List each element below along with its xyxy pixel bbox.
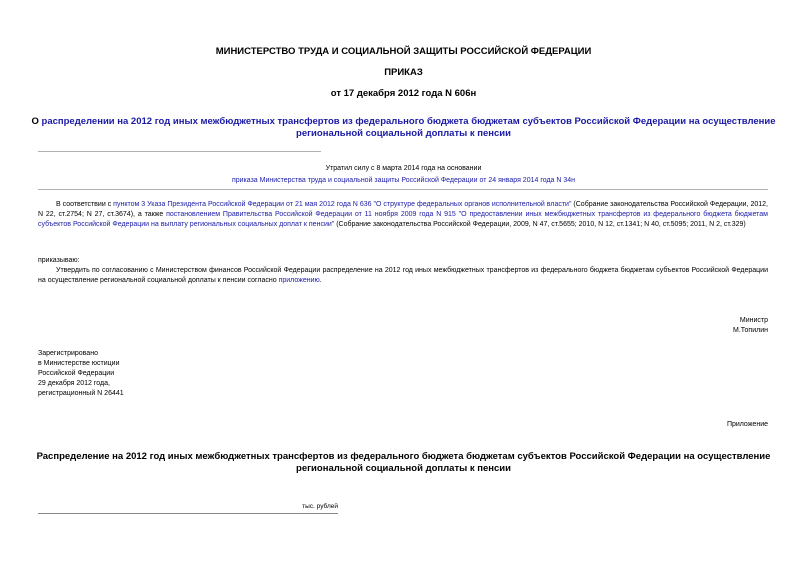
- title-link[interactable]: распределении на 2012 год иных межбюджетных трансфертов из федерального бюджета бюджетам субъектов Российской Федерации на осуществление: [41, 116, 776, 127]
- doc-title: [0, 116, 807, 140]
- unit-label: тыс. рублей: [302, 503, 338, 510]
- appendix-title-line1: Распределение на 2012 год иных межбюджетных трансфертов из федерального бюджета бюджетам субъектов Российской Федерации на осуществление: [36, 451, 771, 462]
- title-link-line2[interactable]: региональной социальной доплаты к пенсии: [296, 128, 511, 139]
- decree-link[interactable]: пунктом 3 Указа Президента Российской Федерации от 21 мая 2012 года N 636 "О структуре федеральных органов исполнительной власти": [113, 201, 572, 208]
- p2-start: Утвердить по согласованию с Министерством финансов Российской Федерации распределение на 2012 год иных межбюджетных трансфертов из федерального бюджета бюджетам субъектов Российской Федерации на осуществление региональной социальной доплаты к пенсии согласно: [38, 267, 768, 284]
- minister-name: М.Топилин: [733, 327, 768, 334]
- registration-line-2: в Министерстве юстиции: [38, 360, 120, 367]
- p1-end: (Собрание законодательства Российской Федерации, 2009, N 47, ст.5655; 2010, N 12, ст.1341; N 40, ст.5095; 2011, N 2, ст.329): [334, 221, 746, 228]
- order-word: приказываю:: [38, 257, 80, 264]
- paragraph-basis: [38, 200, 768, 230]
- p1-start: В соответствии с: [56, 201, 114, 208]
- appendix-link[interactable]: приложению: [278, 277, 320, 284]
- basis-link[interactable]: приказа Министерства труда и социальной защиты Российской Федерации от 24 января 2014 года N 34н: [231, 177, 576, 184]
- ministry-heading: МИНИСТЕРСТВО ТРУДА И СОЦИАЛЬНОЙ ЗАЩИТЫ РОССИЙСКОЙ ФЕДЕРАЦИИ: [215, 46, 592, 57]
- paragraph-approve: [38, 266, 768, 286]
- title-divider: [38, 151, 321, 152]
- appendix-title-line2: региональной социальной доплаты к пенсии: [296, 463, 511, 474]
- title-prefix: О: [31, 116, 42, 127]
- lost-force-note: Утратил силу с 8 марта 2014 года на основании: [325, 165, 482, 172]
- table-divider: [38, 513, 338, 514]
- registration-line-5: регистрационный N 26441: [38, 390, 124, 397]
- registration-block: [38, 349, 124, 399]
- registration-line-3: Российской Федерации: [38, 370, 115, 377]
- appendix-title: [0, 451, 807, 475]
- resolution-link[interactable]: постановлением Правительства Российской Федерации от 11 ноября 2009 года N 915 "О предоставлении иных межбюджетных трансфертов из федерального бюджета бюджетам субъектов Российской Федерации на выплату региональных социальных доплат к пенсии": [38, 211, 768, 228]
- status-divider: [38, 189, 768, 190]
- p2-end: .: [319, 277, 322, 284]
- doc-type-heading: ПРИКАЗ: [384, 67, 423, 78]
- signature-block: [733, 316, 768, 336]
- doc-date-number: от 17 декабря 2012 года N 606н: [330, 88, 477, 99]
- registration-line-1: Зарегистрировано: [38, 350, 98, 357]
- registration-line-4: 29 декабря 2012 года,: [38, 380, 110, 387]
- minister-position: Министр: [739, 317, 768, 324]
- p1-mid: (Собрание законодательства Российской Федерации, 2012, N 22, ст.2754; N 27, ст.3674), а также: [38, 201, 768, 218]
- appendix-label: Приложение: [726, 421, 768, 428]
